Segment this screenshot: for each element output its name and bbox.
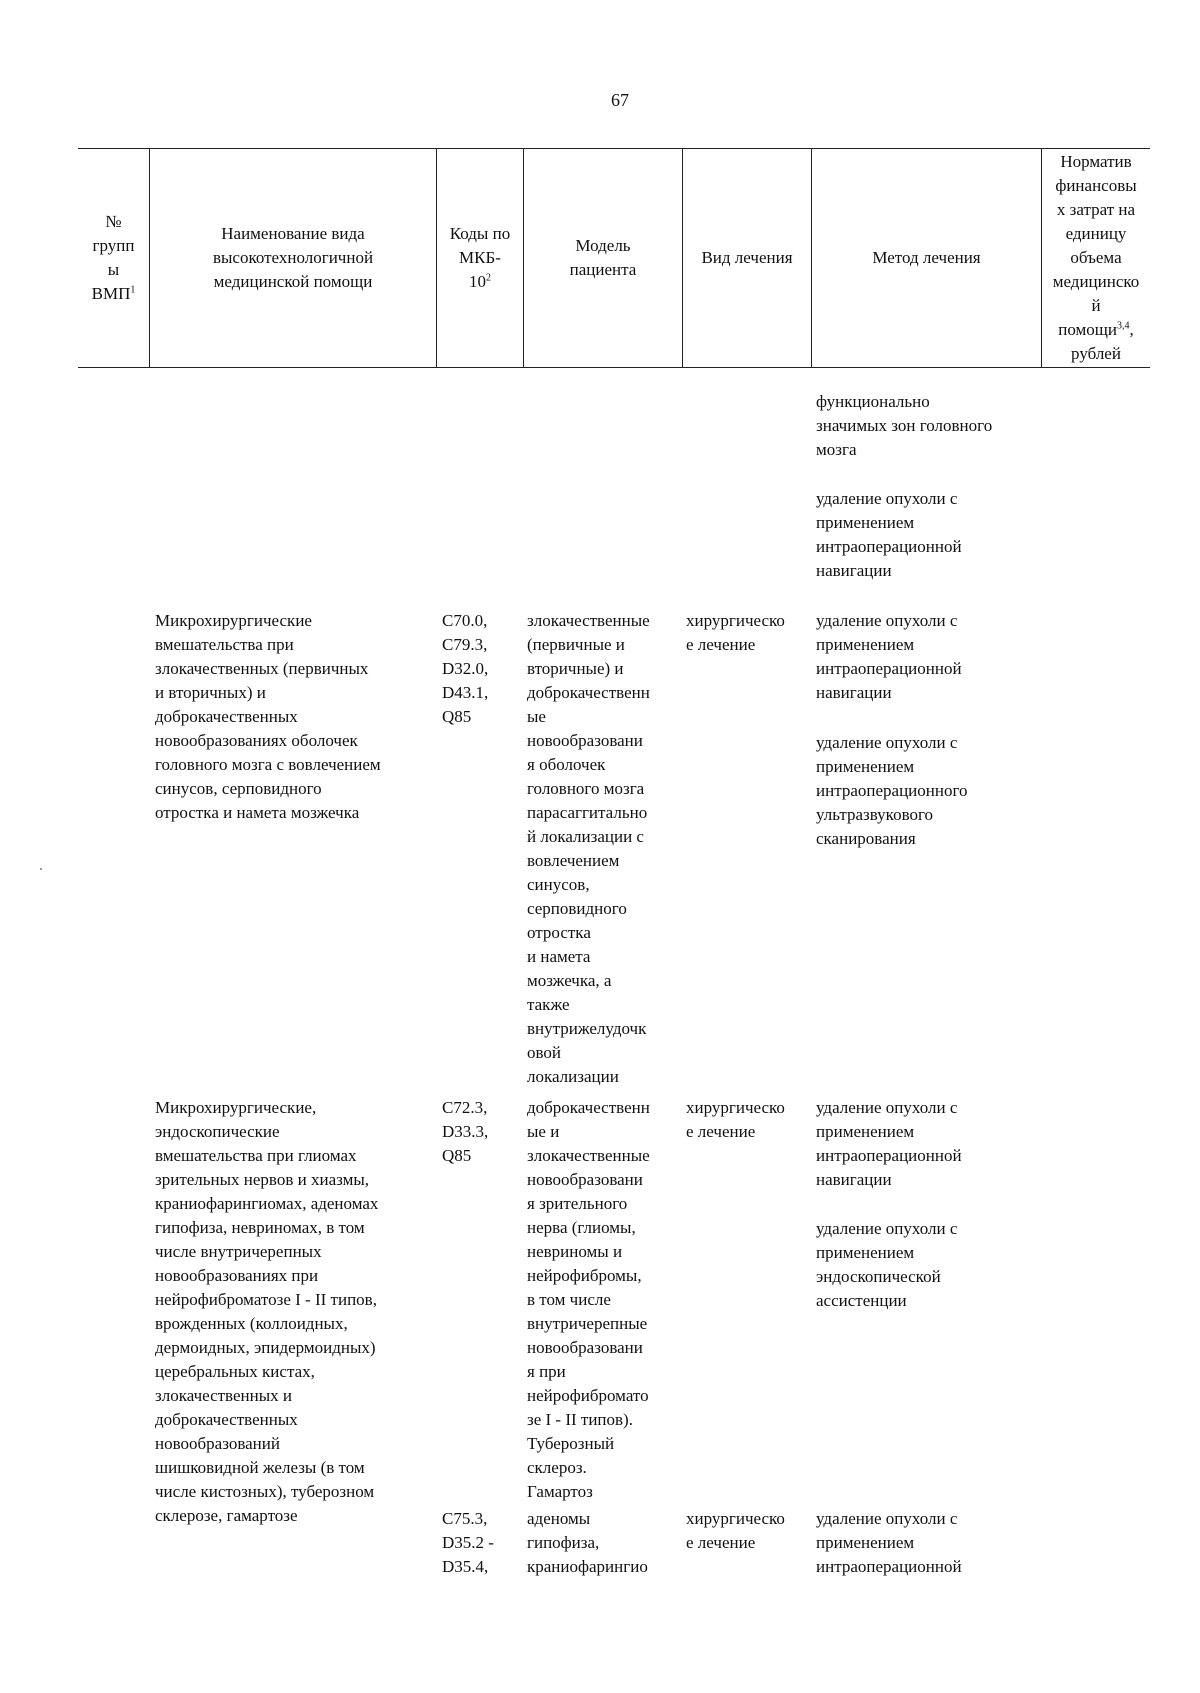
- method-cell: удаление опухоли с применением интраоперационной навигации: [816, 611, 962, 702]
- icd-codes-cell: C70.0, C79.3, D32.0, D43.1, Q85: [442, 611, 489, 726]
- scan-speck: [40, 868, 42, 870]
- header-group-number: № групп ы ВМП$^1$: [91, 212, 136, 303]
- header-treatment-type: Вид лечения: [701, 248, 793, 267]
- patient-model-cell: злокачественные (первичные и вторичные) и доброкачественн ые новообразовани я оболочек головного мозга парасаггитально й локализации с вовлечением синусов, серповидного отростка и намета мозжечка, а также внутрижелудочк овой локализации: [527, 611, 650, 1086]
- icd-codes-cell: C72.3, D33.3, Q85: [442, 1098, 489, 1165]
- care-type-name-cell: Микрохирургические вмешательства при злокачественных (первичных и вторичных) и доброкачественных новообразованиях оболочек головного мозга с вовлечением синусов, серповидного отростка и намета мозжечка: [155, 611, 381, 822]
- method-cell: удаление опухоли с применением интраоперационной навигации: [816, 489, 962, 580]
- header-patient-model: Модель пациента: [569, 236, 637, 279]
- method-cell: удаление опухоли с применением эндоскопической ассистенции: [816, 1219, 958, 1310]
- method-cell: функционально значимых зон головного мозга: [816, 392, 993, 459]
- header-cost-standard: Норматив финансовы х затрат на единицу объема медицинско й помощи$^{3,4}$, рублей: [1052, 152, 1140, 363]
- page-number: 67: [611, 90, 629, 110]
- icd-codes-cell: C75.3, D35.2 - D35.4,: [442, 1509, 494, 1576]
- treatment-type-cell: хирургическо е лечение: [686, 611, 785, 654]
- patient-model-cell: аденомы гипофиза, краниофарингио: [527, 1509, 648, 1576]
- treatment-type-cell: хирургическо е лечение: [686, 1098, 785, 1141]
- care-type-name-cell: Микрохирургические, эндоскопические вмешательства при глиомах зрительных нервов и хиазмы, краниофарингиомах, аденомах гипофиза, невриномах, в том числе внутричерепных новообразованиях при нейрофиброматозе I - II типов, врожденных (коллоидных, дермоидных, эпидермоидных) церебральных кистах, злокачественных и доброкачественных новообразований шишковидной железы (в том числе кистозных), туберозном склерозе, гамартозе: [155, 1098, 379, 1525]
- header-icd-codes: Коды по МКБ- $10^2$: [449, 224, 511, 291]
- treatment-type-cell: хирургическо е лечение: [686, 1509, 785, 1552]
- header-care-type-name: Наименование вида высокотехнологичной медицинской помощи: [212, 224, 374, 291]
- method-cell: удаление опухоли с применением интраоперационной навигации: [816, 1098, 962, 1189]
- method-cell: удаление опухоли с применением интраоперационной: [816, 1509, 962, 1576]
- patient-model-cell: доброкачественн ые и злокачественные новообразовани я зрительного нерва (глиомы, невриномы и нейрофибромы, в том числе внутричерепные новообразовани я при нейрофибромато зе I - II типов). Туберозный склероз. Гамартоз: [527, 1098, 650, 1501]
- header-treatment-method: Метод лечения: [872, 248, 981, 267]
- method-cell: удаление опухоли с применением интраоперационного ультразвукового сканирования: [816, 733, 968, 848]
